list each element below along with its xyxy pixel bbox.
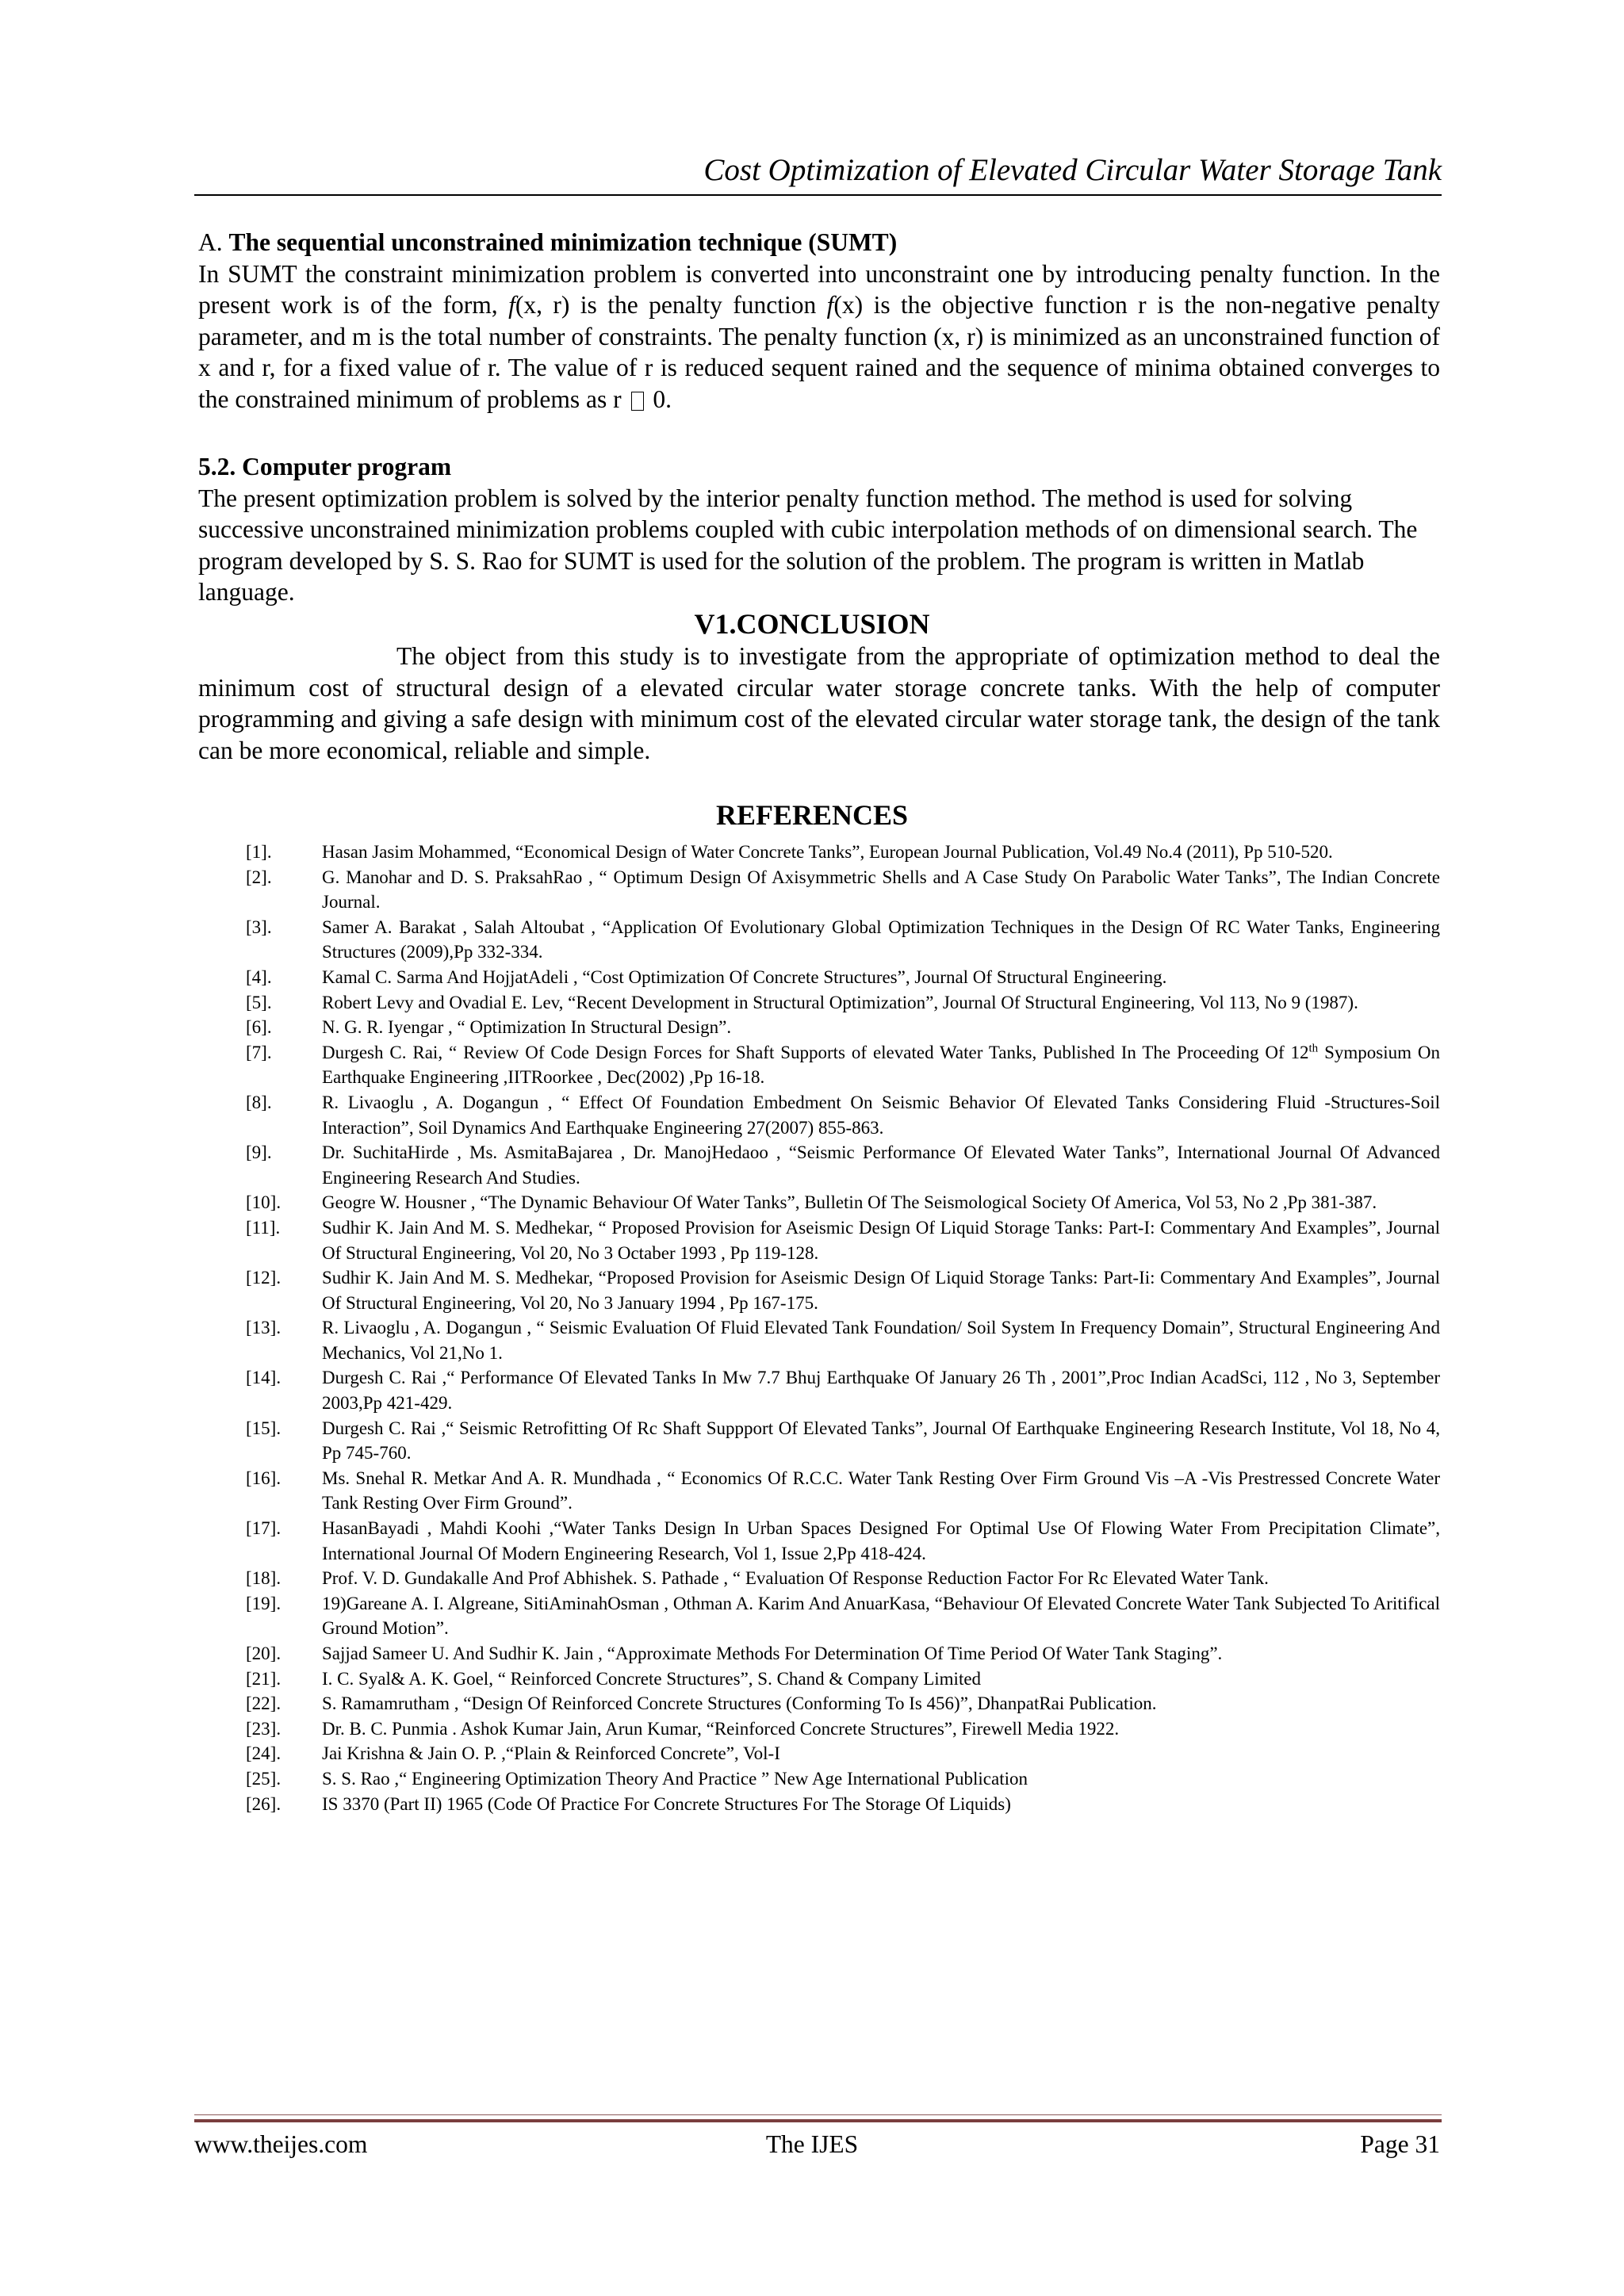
section-sumt-title: The sequential unconstrained minimization technique (SUMT) [228,228,898,256]
reference-item: [14]. Durgesh C. Rai ,“ Performance Of Elevated Tanks In Mw 7.7 Bhuj Earthquake Of January 26 Th , 2001”,Proc Indian AcadSci, 112 , No 3, September 2003,Pp 421-429. [246,1368,1440,1414]
section-sumt-paragraph: In SUMT the constraint minimization problem is converted into unconstraint one by introducing penalty function. In the present work is of the form, f(x, r) is the penalty function f(x) is the objective function r is the non-negative penalty parameter, and m is the total number of constraints. The penalty function (x, r) is minimized as an unconstrained function of x and r, for a fixed value of r. The value of r is reduced sequent rained and the sequence of minima obtained converges to the constrained minimum of problems as r 0. [198,259,1440,413]
reference-item: [22]. S. Ramamrutham , “Design Of Reinforced Concrete Structures (Conforming To Is 456)”, DhanpatRai Publication. [246,1693,1157,1714]
reference-item: [5]. Robert Levy and Ovadial E. Lev, “Recent Development in Structural Optimization”, Journal Of Structural Engineering, Vol 113, No 9 (1987). [246,992,1358,1012]
reference-item: [9]. Dr. SuchitaHirde , Ms. AsmitaBajarea , Dr. ManojHedaoo , “Seismic Performance Of Elevated Water Tanks”, International Journal Of Advanced Engineering Research And Studies. [246,1142,1440,1188]
reference-item: [7]. Durgesh C. Rai, “ Review Of Code Design Forces for Shaft Supports of elevated Water Tanks, Published In The Proceeding Of 12th Symposium On Earthquake Engineering ,IITRoorkee , Dec(2002) ,Pp 16-18. [246,1042,1440,1088]
reference-item: [18]. Prof. V. D. Gundakalle And Prof Abhishek. S. Pathade , “ Evaluation Of Response Reduction Factor For Rc Elevated Water Tank. [246,1568,1269,1589]
reference-item: [24]. Jai Krishna & Jain O. P. ,“Plain & Reinforced Concrete”, Vol-I [246,1743,780,1764]
conclusion-title: V1.CONCLUSION [694,608,930,640]
footer-rule-thick [194,2119,1442,2122]
reference-item: [13]. R. Livaoglu , A. Dogangun , “ Seismic Evaluation Of Fluid Elevated Tank Foundation/ Soil System In Frequency Domain”, Structural Engineering And Mechanics, Vol 21,No 1. [246,1318,1440,1363]
footer-website: www.theijes.com [194,2130,368,2158]
reference-item: [6]. N. G. R. Iyengar , “ Optimization In Structural Design”. [246,1017,732,1038]
reference-item: [23]. Dr. B. C. Punmia . Ashok Kumar Jain, Arun Kumar, “Reinforced Concrete Structures”, Firewell Media 1922. [246,1718,1120,1739]
missing-glyph-box-icon [631,392,644,411]
reference-item: [20]. Sajjad Sameer U. And Sudhir K. Jain , “Approximate Methods For Determination Of Time Period Of Water Tank Staging”. [246,1644,1223,1663]
reference-item: [12]. Sudhir K. Jain And M. S. Medhekar, “Proposed Provision for Aseismic Design Of Liquid Storage Tanks: Part-Ii: Commentary And Examples”, Journal Of Structural Engineering, Vol 20, No 3 January 1994 , Pp 167-175. [246,1268,1440,1313]
reference-item: [3]. Samer A. Barakat , Salah Altoubat , “Application Of Evolutionary Global Optimization Techniques in the Design Of RC Water Tanks, Engineering Structures (2009),Pp 332-334. [246,916,1440,962]
reference-item: [8]. R. Livaoglu , A. Dogangun , “ Effect Of Foundation Embedment On Seismic Behavior Of Elevated Tanks Considering Fluid -Structures-Soil Interaction”, Soil Dynamics And Earthquake Engineering 27(2007) 855-863. [246,1092,1440,1138]
reference-item: [1]. Hasan Jasim Mohammed, “Economical Design of Water Concrete Tanks”, European Journal Publication, Vol.49 No.4 (2011), Pp 510-520. [246,842,1333,862]
reference-item: [16]. Ms. Snehal R. Metkar And A. R. Mundhada , “ Economics Of R.C.C. Water Tank Resting Over Firm Ground Vis –A -Vis Prestressed Concrete Water Tank Resting Over Firm Ground”. [246,1468,1440,1513]
reference-item: [25]. S. S. Rao ,“ Engineering Optimization Theory And Practice ” New Age International Publication [246,1768,1028,1789]
reference-item: [2]. G. Manohar and D. S. PraksahRao , “ Optimum Design Of Axisymmetric Shells and A Case Study On Parabolic Water Tanks”, The Indian Concrete Journal. [246,867,1440,913]
footer-page-number: Page 31 [1360,2130,1440,2158]
conclusion-paragraph: The object from this study is to investigate from the appropriate of optimization method to deal the minimum cost of structural design of a elevated circular water storage concrete tanks. With the help of computer programming and giving a safe design with minimum cost of the elevated circular water storage tank, the design of the tank can be more economical, reliable and simple. [198,642,1440,764]
running-header: Cost Optimization of Elevated Circular Water Storage Tank [703,153,1442,187]
references-title: REFERENCES [715,799,909,831]
reference-item: [10]. Geogre W. Housner , “The Dynamic Behaviour Of Water Tanks”, Bulletin Of The Seismological Society Of America, Vol 53, No 2 ,Pp 381-387. [246,1192,1377,1213]
section-computer-program-paragraph: The present optimization problem is solved by the interior penalty function method. The method is used for solving successive unconstrained minimization problems coupled with cubic interpolation methods of on dimensional search. The program developed by S. S. Rao for SUMT is used for the solution of the problem. The program is written in Matlab language. [198,484,1418,607]
header-rule [194,194,1442,196]
section-sumt [198,227,1440,415]
section-sumt-heading [198,227,1440,258]
reference-item: [15]. Durgesh C. Rai ,“ Seismic Retrofitting Of Rc Shaft Suppport Of Elevated Tanks”, Journal Of Earthquake Engineering Research Institute, Vol 18, No 4, Pp 745-760. [246,1418,1440,1464]
references-list [246,840,1440,1816]
reference-item: [17]. HasanBayadi , Mahdi Koohi ,“Water Tanks Design In Urban Spaces Designed For Optimal Use Of Flowing Water From Precipitation Climate”, International Journal Of Modern Engineering Research, Vol 1, Issue 2,Pp 418-424. [246,1518,1440,1563]
footer-rule-thin [194,2114,1442,2115]
section-sumt-prefix: A. [198,228,229,256]
reference-item: [11]. Sudhir K. Jain And M. S. Medhekar, “ Proposed Provision for Aseismic Design Of Liquid Storage Tanks: Part-I: Commentary And Examples”, Journal Of Structural Engineering, Vol 20, No 3 Octaber 1993 , Pp 119-128. [246,1217,1440,1263]
footer-journal: The IJES [765,2130,859,2158]
section-computer-program [198,451,1440,608]
reference-item: [4]. Kamal C. Sarma And HojjatAdeli , “Cost Optimization Of Concrete Structures”, Journal Of Structural Engineering. [246,966,1167,987]
reference-item: [19]. 19)Gareane A. I. Algreane, SitiAminahOsman , Othman A. Karim And AnuarKasa, “Behaviour Of Elevated Concrete Water Tank Subjected To Aritifical Ground Motion”. [246,1593,1440,1639]
reference-item: [26]. IS 3370 (Part II) 1965 (Code Of Practice For Concrete Structures For The Storage Of Liquids) [246,1793,1011,1814]
section-computer-program-title: 5.2. Computer program [198,453,452,480]
reference-item: [21]. I. C. Syal& A. K. Goel, “ Reinforced Concrete Structures”, S. Chand & Company Limited [246,1668,982,1689]
